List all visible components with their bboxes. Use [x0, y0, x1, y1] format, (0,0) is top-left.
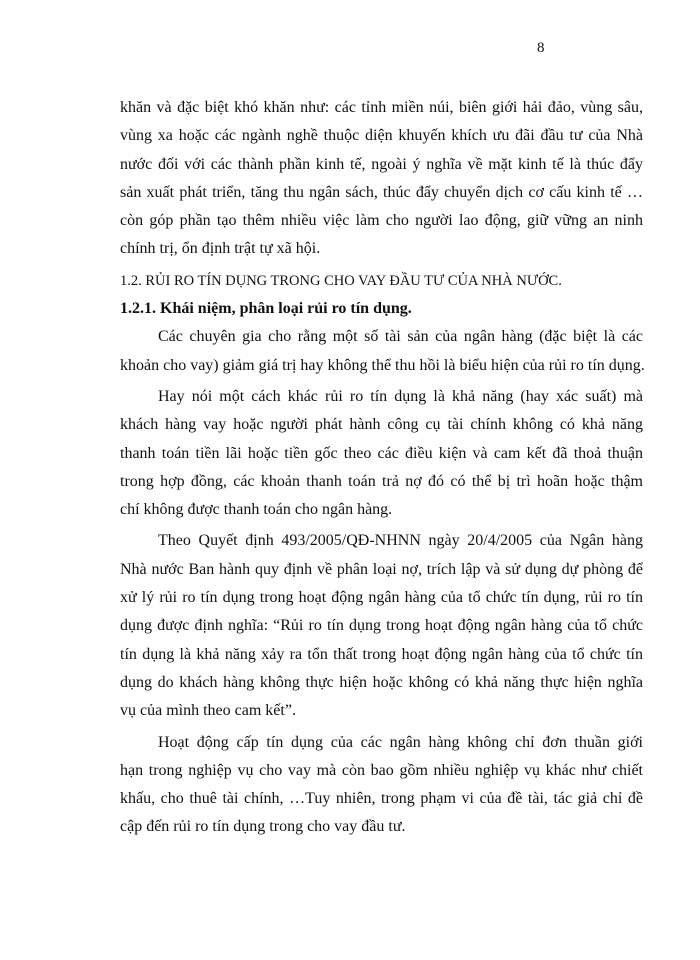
- page-number: 8: [537, 40, 545, 56]
- text-line: vụ của mình theo cam kết”.: [120, 702, 296, 720]
- text-line: chính trị, ổn định trật tự xã hội.: [120, 240, 321, 258]
- text-line: khách hàng vay hoặc người phát hành công cụ tài chính không có khả năng: [120, 416, 643, 434]
- text-line: Nhà nước Ban hành quy định về phân loại nợ, trích lập và sử dụng dự phòng để: [120, 560, 643, 578]
- text-line: Các chuyên gia cho rằng một số tài sản của ngân hàng (đặc biệt là các: [158, 328, 643, 346]
- text-line: khăn và đặc biệt khó khăn như: các tỉnh miền núi, biên giới hải đảo, vùng sâu,: [120, 99, 643, 116]
- text-line: tín dụng là khả năng xảy ra tổn thất trong hoạt động ngân hàng của tổ chức tín: [120, 645, 643, 663]
- text-line: Hoạt động cấp tín dụng của các ngân hàng không chỉ đơn thuần giới: [158, 733, 643, 751]
- text-line: chí không được thanh toán cho ngân hàng.: [120, 501, 393, 519]
- text-line: thanh toán tiền lãi hoặc tiền gốc theo các điều kiện và cam kết đã thoả thuận: [120, 444, 643, 462]
- text-line: Hay nói một cách khác rủi ro tín dụng là khả năng (hay xác suất) mà: [158, 387, 643, 405]
- document-body: [120, 94, 643, 842]
- section-heading: 1.2.1. Khái niệm, phân loại rủi ro tín dụng.: [120, 300, 412, 318]
- text-line: sản xuất phát triển, tăng thu ngân sách, thúc đẩy chuyển dịch cơ cấu kinh tế …: [120, 183, 643, 201]
- text-line: cập đến rủi ro tín dụng trong cho vay đầu tư.: [120, 818, 406, 836]
- text-line: hạn trong nghiệp vụ cho vay mà còn bao gồm nhiều nghiệp vụ khác như chiết: [120, 761, 643, 779]
- text-line: còn góp phần tạo thêm nhiều việc làm cho người lao động, giữ vững an ninh: [120, 212, 643, 230]
- text-line: dụng được định nghĩa: “Rủi ro tín dụng trong hoạt động ngân hàng của tổ chức: [120, 617, 643, 635]
- section-heading: 1.2. RỦI RO TÍN DỤNG TRONG CHO VAY ĐẦU TƯ CỦA NHÀ NƯỚC.: [120, 272, 562, 289]
- text-line: khấu, cho thuê tài chính, …Tuy nhiên, trong phạm vi của đề tài, tác giả chỉ đề: [120, 790, 643, 808]
- text-line: trong hợp đồng, các khoản thanh toán trả nợ đó có thể bị trì hoãn hoặc thậm: [120, 472, 643, 490]
- text-line: nước đối với các thành phần kinh tế, ngoài ý nghĩa về mặt kinh tế là thúc đẩy: [120, 155, 643, 173]
- text-line: vùng xa hoặc các ngành nghề thuộc diện khuyến khích ưu đãi đầu tư của Nhà: [120, 127, 643, 145]
- text-line: xử lý rủi ro tín dụng trong hoạt động ngân hàng của tổ chức tín dụng, rủi ro tín: [120, 589, 643, 607]
- text-line: khoản cho vay) giảm giá trị hay không thể thu hồi là biểu hiện của rủi ro tín dụng.: [120, 356, 645, 374]
- text-line: dụng do khách hàng không thực hiện hoặc không có khả năng thực hiện nghĩa: [120, 673, 643, 691]
- text-line: Theo Quyết định 493/2005/QĐ-NHNN ngày 20/4/2005 của Ngân hàng: [158, 532, 643, 550]
